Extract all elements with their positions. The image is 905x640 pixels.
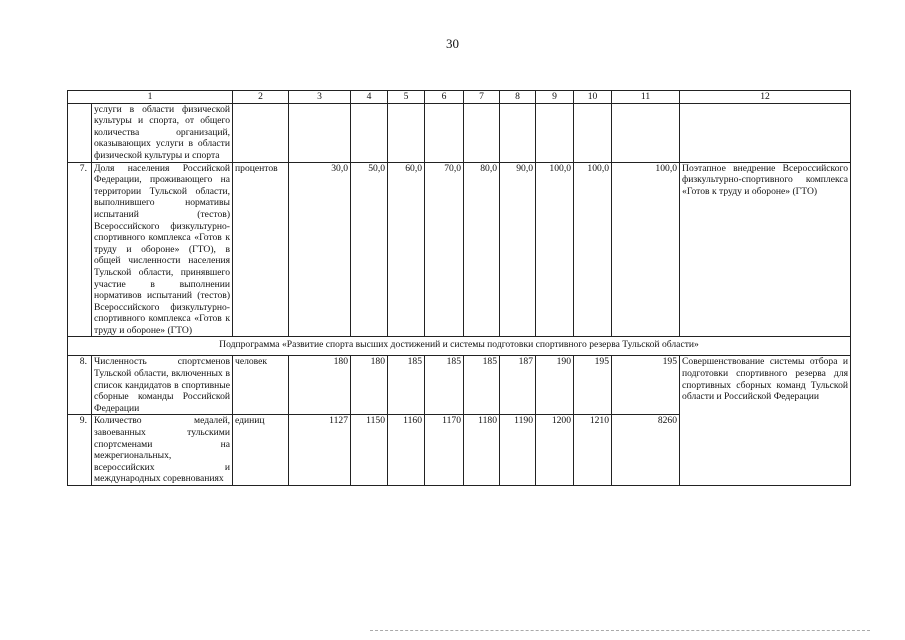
row-number-cell [68, 103, 92, 162]
row-number: 9. [79, 415, 87, 427]
value-cell: 1190 [500, 415, 536, 486]
unit-cell: человек [233, 356, 289, 415]
value-cell: 50,0 [351, 162, 388, 337]
value-cell: 60,0 [388, 162, 425, 337]
value-cell [388, 103, 425, 162]
header-col-3: 3 [289, 91, 351, 104]
table-row-continued [68, 103, 851, 162]
page-number: 30 [446, 36, 459, 51]
unit-cell [233, 103, 289, 162]
table-row-8 [68, 356, 851, 415]
value-cell: 1127 [289, 415, 351, 486]
value-cell: 100,0 [536, 162, 574, 337]
value-cell: 195 [612, 356, 680, 415]
note-cell: Поэтапное внедрение Всероссийского физкультурно-спортивного комплекса «Готов к труду и обороне» (ГТО) [680, 162, 851, 337]
value-cell: 185 [388, 356, 425, 415]
row-number: 7. [79, 162, 87, 174]
indicators-table [67, 90, 851, 486]
column-number-header-row [68, 91, 851, 104]
header-col-8: 8 [500, 91, 536, 104]
indicator-name: Доля населения Российской Федерации, проживающего на территории Тульской области, выполнившего нормативы испытаний (тестов) Всероссийского физкультурно-спортивного комплекса «Готов к труду и обороне» (ГТО), в общей численности населения Тульской области, принявшего участие в выполнении нормативов испытаний (тестов) Всероссийского физкультурно-спортивного комплекса «Готов к труду и обороне» (ГТО) [92, 162, 233, 337]
value-cell [500, 103, 536, 162]
note-cell: Совершенствование системы отбора и подготовки спортивного резерва для спортивных сборных команд Тульской области и Российской Федерации [680, 356, 851, 486]
value-cell: 1210 [574, 415, 612, 486]
value-cell: 195 [574, 356, 612, 415]
value-cell: 185 [425, 356, 464, 415]
value-cell [612, 103, 680, 162]
row-number-cell [68, 162, 92, 337]
header-col-11: 11 [612, 91, 680, 104]
header-col-10: 10 [574, 91, 612, 104]
scan-footer-divider [370, 630, 870, 633]
note-cell [680, 103, 851, 162]
header-col-2: 2 [233, 91, 289, 104]
indicator-name: услуги в области физической культуры и спорта, от общего количества организаций, оказывающих услуги в области физической культуры и спорта [92, 103, 233, 162]
value-cell: 100,0 [612, 162, 680, 337]
value-cell: 8260 [612, 415, 680, 486]
header-col-7: 7 [464, 91, 500, 104]
value-cell: 180 [351, 356, 388, 415]
value-cell [289, 103, 351, 162]
header-col-12: 12 [680, 91, 851, 104]
value-cell [536, 103, 574, 162]
table-row-7 [68, 162, 851, 337]
indicator-name: Количество медалей, завоеванных тульскими спортсменами на межрегиональных, всероссийских и международных соревнованиях [92, 415, 233, 486]
value-cell: 30,0 [289, 162, 351, 337]
value-cell: 180 [289, 356, 351, 415]
value-cell: 187 [500, 356, 536, 415]
header-col-6: 6 [425, 91, 464, 104]
value-cell [464, 103, 500, 162]
row-number-cell [68, 415, 92, 486]
header-col-1: 1 [68, 91, 233, 104]
value-cell: 185 [464, 356, 500, 415]
header-col-5: 5 [388, 91, 425, 104]
value-cell: 70,0 [425, 162, 464, 337]
unit-cell: единиц [233, 415, 289, 486]
value-cell: 190 [536, 356, 574, 415]
header-col-9: 9 [536, 91, 574, 104]
value-cell: 1150 [351, 415, 388, 486]
indicator-name: Численность спортсменов Тульской области, включенных в список кандидатов в спортивные сборные команды Российской Федерации [92, 356, 233, 415]
value-cell: 1200 [536, 415, 574, 486]
value-cell: 100,0 [574, 162, 612, 337]
value-cell: 1180 [464, 415, 500, 486]
value-cell [574, 103, 612, 162]
row-number: 8. [79, 356, 87, 368]
value-cell [351, 103, 388, 162]
subprogram-title: Подпрограмма «Развитие спорта высших достижений и системы подготовки спортивного резерва Тульской области» [68, 337, 851, 356]
value-cell: 80,0 [464, 162, 500, 337]
value-cell: 1160 [388, 415, 425, 486]
value-cell [425, 103, 464, 162]
header-col-4: 4 [351, 91, 388, 104]
value-cell: 1170 [425, 415, 464, 486]
subprogram-row [68, 337, 851, 356]
value-cell: 90,0 [500, 162, 536, 337]
unit-cell: процентов [233, 162, 289, 337]
row-number-cell [68, 356, 92, 415]
